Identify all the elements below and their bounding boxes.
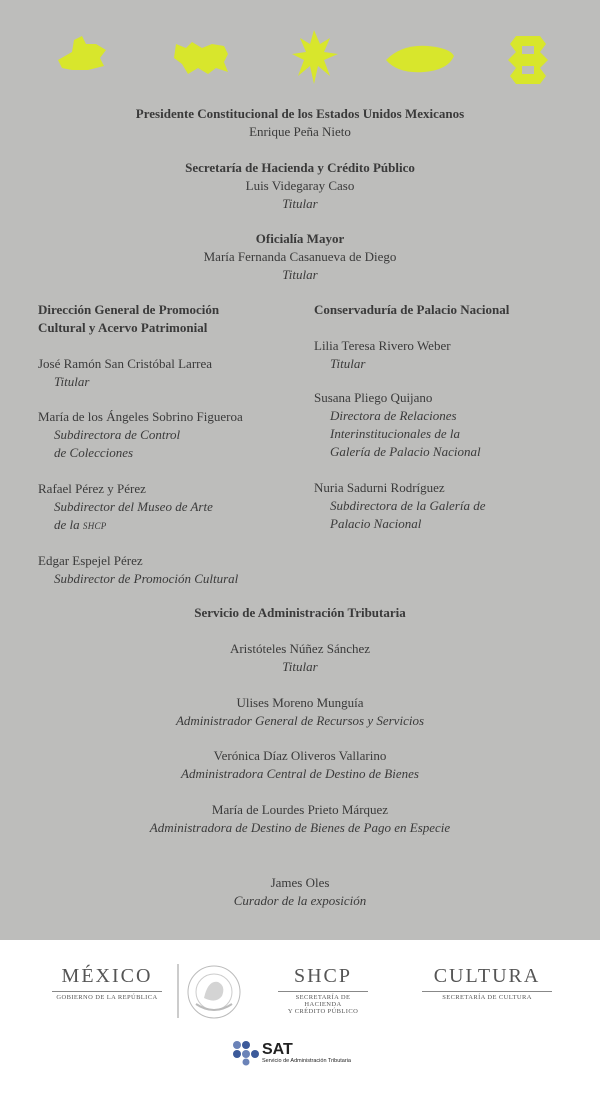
national-seal-icon — [174, 958, 250, 1024]
shcp-logo-subtext-1: SECRETARÍA DE HACIENDA — [278, 991, 368, 1008]
footer-logos — [0, 940, 600, 1099]
om-block — [0, 230, 600, 284]
shcp-role: Titular — [282, 196, 318, 211]
fish-glyph-icon — [384, 42, 456, 76]
left-heading-2: Cultural y Acervo Patrimonial — [38, 320, 208, 335]
right-p2-role-3: Galería de Palacio Nacional — [330, 444, 481, 459]
emblem-glyph-icon — [506, 34, 550, 86]
left-p3-role-2-text: de la — [54, 517, 83, 532]
sat-logo-text: SAT — [262, 1041, 293, 1058]
shcp-logo-subtext-2: Y CRÉDITO PÚBLICO — [287, 1008, 359, 1015]
president-name: Enrique Peña Nieto — [249, 124, 351, 139]
om-role: Titular — [282, 267, 318, 282]
left-p1-name: José Ramón San Cristóbal Larrea — [38, 356, 213, 371]
right-p3-role-2: Palacio Nacional — [330, 516, 422, 531]
left-p2-role-1: Subdirectora de Control — [54, 427, 181, 442]
om-title: Oficialía Mayor — [255, 231, 345, 246]
sat-p3-block — [0, 747, 600, 783]
right-p2-role-1: Directora de Relaciones — [330, 408, 457, 423]
shcp-logo — [278, 965, 368, 1015]
sat-p2-block — [0, 694, 600, 730]
sat-logo-subtext: Servicio de Administración Tributaria — [262, 1058, 351, 1064]
left-p4-role: Subdirector de Promoción Cultural — [54, 571, 239, 586]
right-heading: Conservaduría de Palacio Nacional — [314, 302, 510, 317]
animal-glyph-icon — [172, 38, 232, 78]
sat-p1-block — [0, 640, 600, 676]
left-p4-name: Edgar Espejel Pérez — [38, 553, 143, 568]
glyph-row — [0, 30, 600, 90]
sat-p4-role: Administradora de Destino de Bienes de Pago en Especie — [149, 820, 451, 835]
sat-p1-name: Aristóteles Núñez Sánchez — [229, 641, 371, 656]
om-name: María Fernanda Casanueva de Diego — [203, 249, 397, 264]
left-p3-name: Rafael Pérez y Pérez — [38, 481, 146, 496]
cultura-logo-text: CULTURA — [433, 965, 541, 987]
cultura-logo-subtext: SECRETARÍA DE CULTURA — [422, 991, 552, 1001]
left-column — [38, 301, 298, 588]
right-p3-name: Nuria Sadurni Rodríguez — [314, 480, 445, 495]
right-column — [314, 301, 584, 533]
shcp-logo-text: SHCP — [293, 965, 353, 987]
left-p2-role-2: de Colecciones — [54, 445, 134, 460]
sat-logo — [262, 1042, 351, 1065]
right-p1-role: Titular — [330, 356, 366, 371]
mexico-logo — [52, 965, 162, 1001]
left-p1-role: Titular — [54, 374, 90, 389]
right-p2-name: Susana Pliego Quijano — [314, 390, 433, 405]
mexico-logo-subtext: GOBIERNO DE LA REPÚBLICA — [52, 991, 162, 1001]
sat-p3-role: Administradora Central de Destino de Bienes — [181, 766, 419, 781]
left-p2-name: María de los Ángeles Sobrino Figueroa — [38, 409, 243, 424]
left-p3-role-1: Subdirector del Museo de Arte — [54, 499, 213, 514]
sat-p1-role: Titular — [282, 659, 318, 674]
left-p3-role-2-abbr: SHCP — [82, 521, 107, 531]
curator-name: James Oles — [270, 875, 330, 890]
shcp-name: Luis Videgaray Caso — [245, 178, 355, 193]
sat-title-block — [0, 604, 600, 622]
shcp-title: Secretaría de Hacienda y Crédito Público — [185, 160, 415, 175]
sat-p4-block — [0, 801, 600, 837]
president-title: Presidente Constitucional de los Estados Unidos Mexicanos — [135, 106, 465, 121]
left-p3-role-2 — [38, 516, 298, 535]
sat-p3-name: Verónica Díaz Oliveros Vallarino — [213, 748, 387, 763]
left-heading-1: Dirección General de Promoción — [38, 302, 220, 317]
sat-p2-role: Administrador General de Recursos y Servicios — [175, 713, 425, 728]
plant-glyph-icon — [290, 28, 340, 86]
right-p2-role-2: Interinstitucionales de la — [330, 426, 460, 441]
bird-glyph-icon — [52, 30, 112, 75]
curator-role: Curador de la exposición — [233, 893, 367, 908]
sat-p4-name: María de Lourdes Prieto Márquez — [211, 802, 389, 817]
cultura-logo — [422, 965, 552, 1001]
shcp-block — [0, 159, 600, 213]
curator-block — [0, 874, 600, 910]
president-block — [0, 105, 600, 141]
right-p3-role-1: Subdirectora de la Galería de — [330, 498, 486, 513]
sat-dots-icon — [232, 1040, 260, 1066]
sat-p2-name: Ulises Moreno Munguía — [236, 695, 364, 710]
mexico-logo-text: MÉXICO — [61, 965, 153, 987]
right-p1-name: Lilia Teresa Rivero Weber — [314, 338, 451, 353]
sat-title: Servicio de Administración Tributaria — [194, 605, 406, 620]
